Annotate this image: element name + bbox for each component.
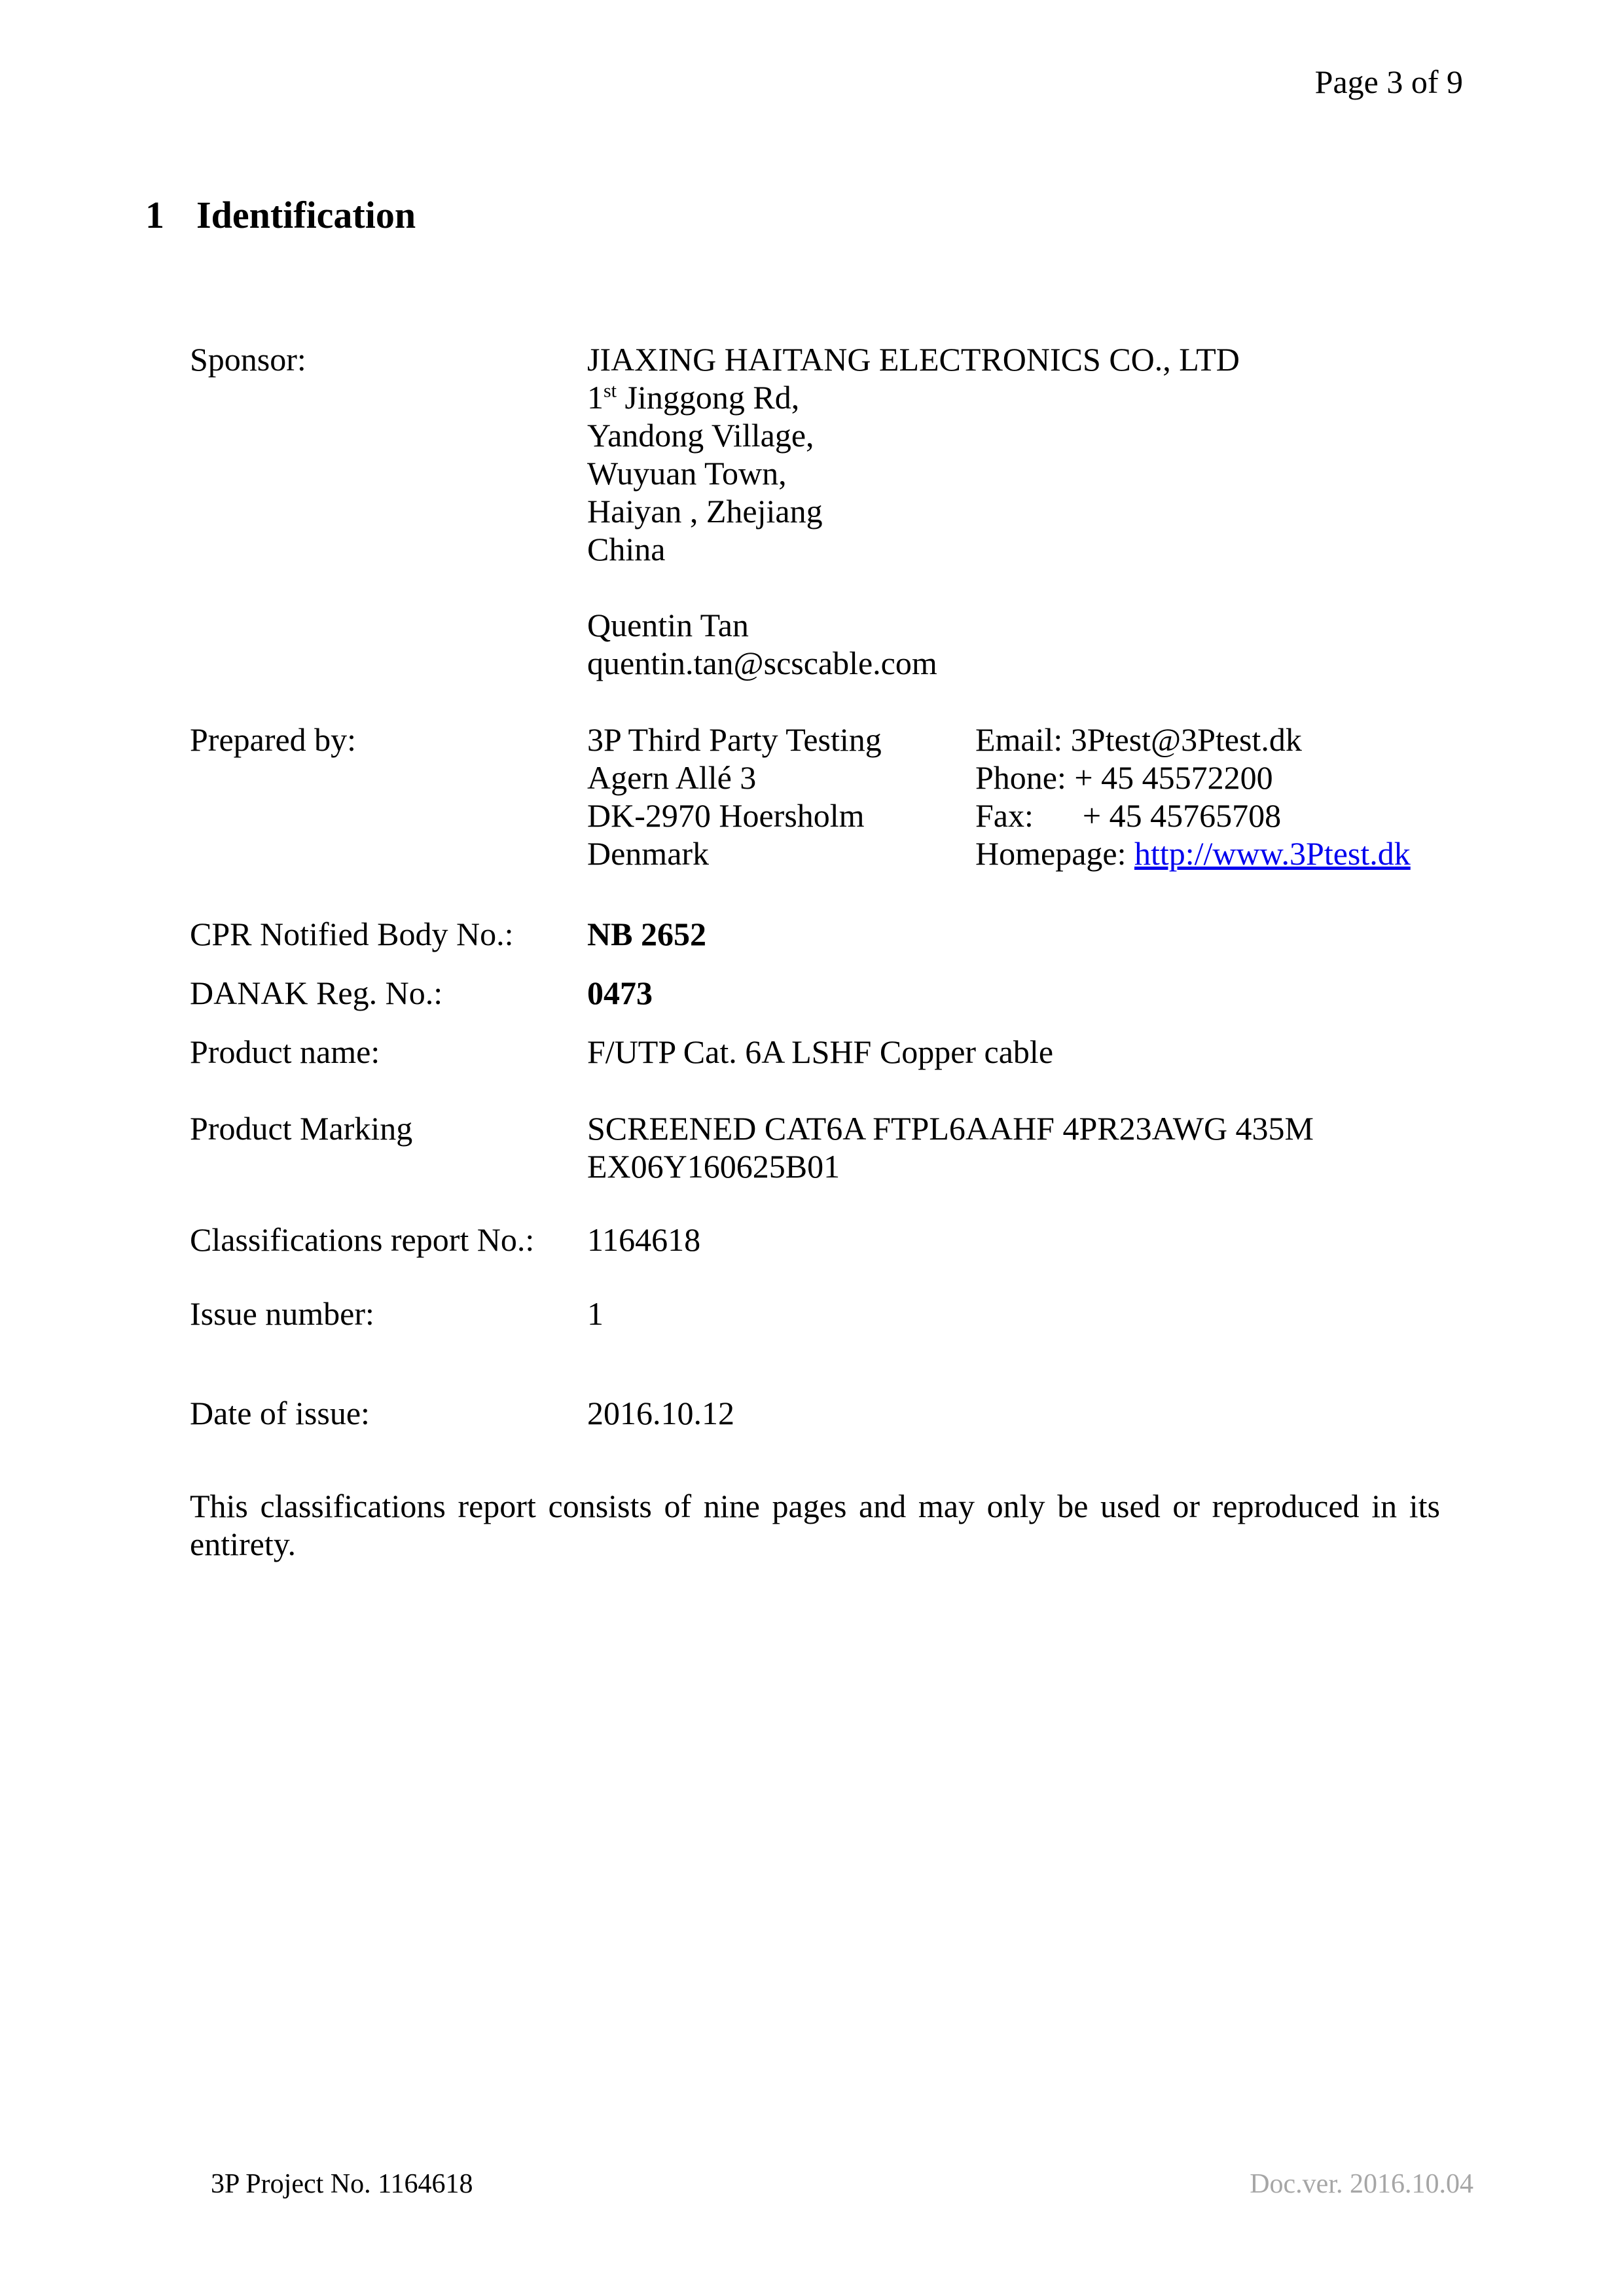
prepared-by-address-line-3: DK-2970 Hoersholm [587,797,865,834]
date-of-issue-value: 2016.10.12 [587,1395,734,1431]
sponsor-contact-name: Quentin Tan [587,607,749,643]
sponsor-street-rest: Jinggong Rd, [617,379,800,416]
cpr-notified-body-row [190,915,1440,953]
product-name-row [190,1033,1440,1071]
prepared-by-address-line-2: Agern Allé 3 [587,759,757,796]
issue-number-value: 1 [587,1295,604,1332]
product-name-value: F/UTP Cat. 6A LSHF Copper cable [587,1033,1054,1070]
product-marking-line-2: EX06Y160625B01 [587,1148,840,1185]
prepared-by-address-line-1: 3P Third Party Testing [587,721,882,758]
blank-line [587,568,1440,606]
cpr-value: NB 2652 [587,916,706,952]
danak-label: DANAK Reg. No.: [190,975,443,1011]
sponsor-address-line-1 [587,378,1440,416]
cpr-label: CPR Notified Body No.: [190,916,514,952]
report-no-label: Classifications report No.: [190,1221,535,1258]
product-name-label: Product name: [190,1033,380,1070]
report-no-value: 1164618 [587,1221,701,1258]
prepared-by-contact [975,721,1440,872]
sponsor-address-line-3: Wuyuan Town, [587,455,787,492]
issue-number-row [190,1295,1440,1333]
identification-content [190,340,1440,1563]
sponsor-street-ordinal: st [604,380,617,402]
issue-number-label: Issue number: [190,1295,374,1332]
prepared-by-label: Prepared by: [190,721,357,758]
prepared-by-address-line-4: Denmark [587,835,710,872]
section-heading [145,192,416,238]
prepared-by-email: Email: 3Ptest@3Ptest.dk [975,721,1302,758]
danak-value: 0473 [587,975,653,1011]
footer-doc-version: Doc.ver. 2016.10.04 [1250,2169,1473,2199]
product-marking-line-1: SCREENED CAT6A FTPL6AAHF 4PR23AWG 435M [587,1110,1314,1147]
product-marking-row [190,1109,1440,1185]
sponsor-address-line-2: Yandong Village, [587,417,814,454]
date-of-issue-label: Date of issue: [190,1395,370,1431]
product-marking-value [587,1109,1440,1185]
prepared-by-phone: Phone: + 45 45572200 [975,759,1273,796]
sponsor-value [587,340,1440,682]
date-of-issue-row [190,1394,1440,1432]
prepared-by-address [587,721,975,872]
closing-paragraph: This classifications report consists of nine pages and may only be used or reproduced in its entirety. [190,1488,1440,1562]
page-footer [211,2168,1473,2200]
classifications-report-no-row [190,1221,1440,1259]
sponsor-label: Sponsor: [190,341,306,378]
sponsor-contact-email: quentin.tan@scscable.com [587,645,937,681]
section-heading-number: 1 [145,194,164,236]
homepage-link[interactable]: http://www.3Ptest.dk [1134,835,1411,872]
sponsor-street-number: 1 [587,379,604,416]
sponsor-address-line-4: Haiyan , Zhejiang [587,493,823,529]
sponsor-company: JIAXING HAITANG ELECTRONICS CO., LTD [587,341,1240,378]
page-number: Page 3 of 9 [1314,63,1463,100]
prepared-by-row [190,721,1440,872]
product-marking-label: Product Marking [190,1110,413,1147]
footer-project-number: 3P Project No. 1164618 [211,2169,473,2199]
sponsor-address-line-5: China [587,531,666,567]
prepared-by-homepage-line [975,834,1440,872]
sponsor-row [190,340,1440,682]
danak-reg-row [190,974,1440,1012]
homepage-label: Homepage: [975,835,1134,872]
prepared-by-fax: Fax: + 45 45765708 [975,797,1282,834]
section-heading-title: Identification [196,194,416,236]
